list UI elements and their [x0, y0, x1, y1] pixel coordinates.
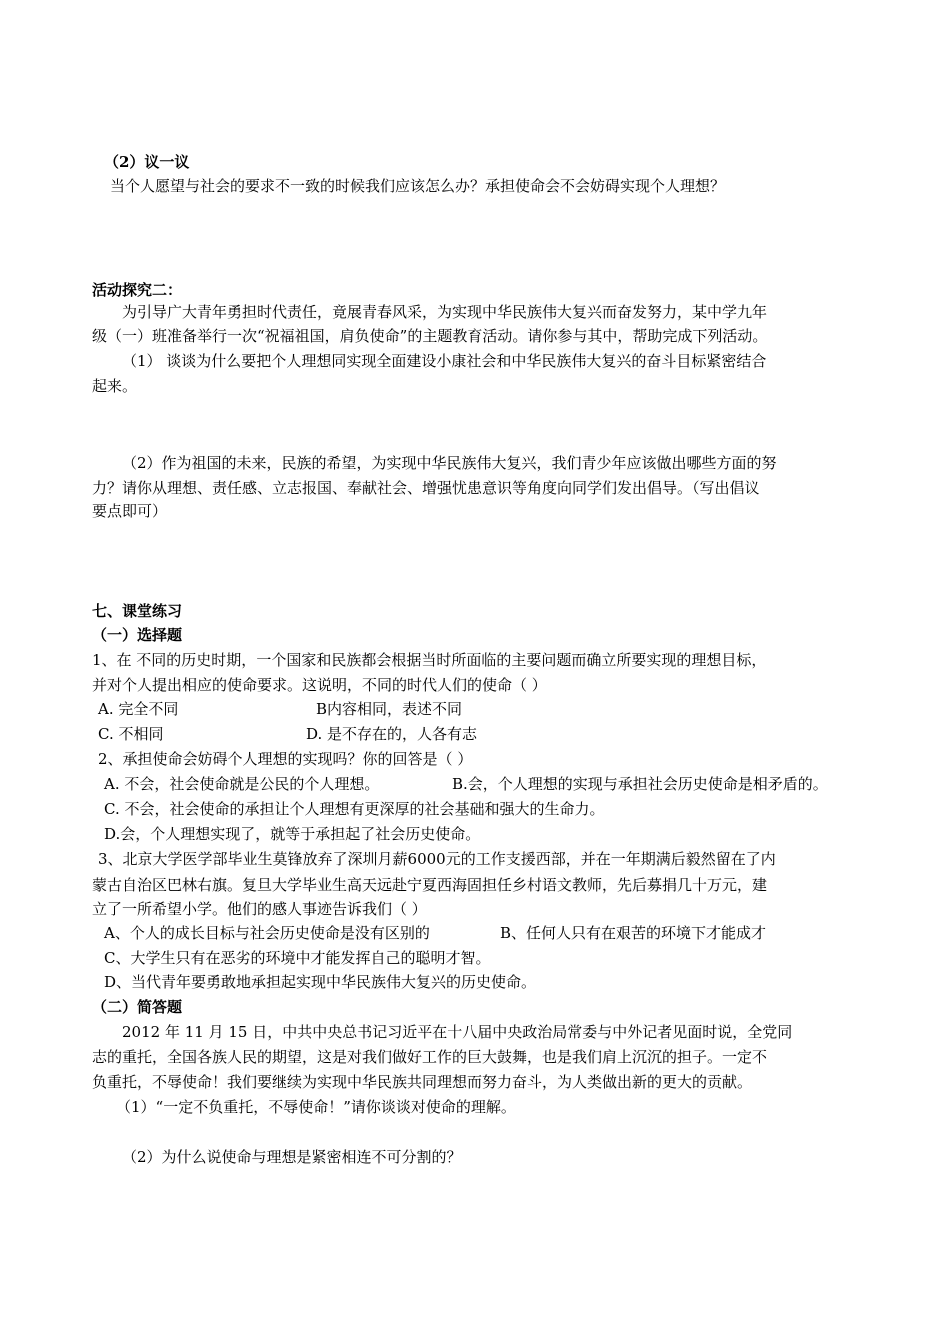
q1-option-b: B内容相同，表述不同	[316, 700, 463, 718]
activity2-heading: 活动探究二：	[92, 281, 183, 299]
q3-stem-line3: 立了一所希望小学。他们的感人事迹告诉我们（ ）	[92, 900, 427, 918]
activity2-q2-line2: 力？请你从理想、责任感、立志报国、奉献社会、增强忧患意识等角度向同学们发出倡导。（写出倡议	[92, 479, 760, 497]
q1-option-a: A. 完全不同	[98, 700, 179, 718]
activity2-q1-line1: （1） 谈谈为什么要把个人理想同实现全面建设小康社会和中华民族伟大复兴的奋斗目标紧密结合	[122, 352, 767, 370]
q1-stem-line2: 并对个人提出相应的使命要求。这说明，不同的时代人们的使命（ ）	[92, 676, 547, 694]
practice-heading: 七、课堂练习	[92, 602, 183, 620]
activity2-intro-line2: 级（一）班准备举行一次“祝福祖国，肩负使命”的主题教育活动。请你参与其中，帮助完成下列活动。	[92, 327, 768, 345]
short-question-1: （1）“一定不负重托，不辱使命！”请你谈谈对使命的理解。	[116, 1098, 516, 1116]
q1-option-c: C. 不相同	[98, 725, 164, 743]
q3-stem-line2: 蒙古自治区巴林右旗。复旦大学毕业生高天远赴宁夏西海固担任乡村语文教师，先后募捐几十万元，建	[92, 876, 768, 894]
q1-option-d: D. 是不存在的，人各有志	[306, 725, 478, 743]
short-passage-line2: 志的重托，全国各族人民的期望，这是对我们做好工作的巨大鼓舞，也是我们肩上沉沉的担子。一定不	[92, 1048, 768, 1066]
q2-option-b: B.会，个人理想的实现与承担社会历史使命是相矛盾的。	[452, 775, 828, 793]
q2-option-a: A. 不会，社会使命就是公民的个人理想。	[104, 775, 380, 793]
activity2-q1-line2: 起来。	[92, 377, 138, 395]
discuss-heading: （2）议一议	[104, 153, 190, 171]
short-answer-heading: （二）简答题	[92, 998, 183, 1016]
q1-stem-line1: 1、在 不同的历史时期，一个国家和民族都会根据当时所面临的主要问题而确立所要实现的理想目标，	[92, 651, 767, 669]
q2-option-c: C. 不会，社会使命的承担让个人理想有更深厚的社会基础和强大的生命力。	[104, 800, 605, 818]
short-passage-line1: 2012 年 11 月 15 日，中共中央总书记习近平在十八届中央政治局常委与中外记者见面时说，全党同	[122, 1023, 793, 1041]
q3-option-c: C、大学生只有在恶劣的环境中才能发挥自己的聪明才智。	[104, 949, 491, 967]
q3-option-b: B、任何人只有在艰苦的环境下才能成才	[500, 924, 767, 942]
activity2-intro-line1: 为引导广大青年勇担时代责任，竟展青春风采，为实现中华民族伟大复兴而奋发努力，某中学九年	[122, 303, 768, 321]
choice-heading: （一）选择题	[92, 626, 183, 644]
short-question-2: （2）为什么说使命与理想是紧密相连不可分割的？	[122, 1148, 462, 1166]
q2-stem: 2、承担使命会妨碍个人理想的实现吗？你的回答是（ ）	[98, 750, 473, 768]
activity2-q2-line3: 要点即可）	[92, 502, 168, 520]
short-passage-line3: 负重托，不辱使命！我们要继续为实现中华民族共同理想而努力奋斗，为人类做出新的更大的贡献。	[92, 1073, 753, 1091]
q3-option-a: A、个人的成长目标与社会历史使命是没有区别的	[104, 924, 430, 942]
q2-option-d: D.会，个人理想实现了，就等于承担起了社会历史使命。	[104, 825, 481, 843]
discuss-question: 当个人愿望与社会的要求不一致的时候我们应该怎么办？承担使命会不会妨碍实现个人理想？	[110, 177, 726, 195]
activity2-q2-line1: （2）作为祖国的未来，民族的希望，为实现中华民族伟大复兴，我们青少年应该做出哪些方面的努	[122, 454, 777, 472]
q3-stem-line1: 3、北京大学医学部毕业生莫锋放弃了深圳月薪6000元的工作支援西部，并在一年期满后毅然留在了内	[98, 850, 776, 868]
q3-option-d: D、当代青年要勇敢地承担起实现中华民族伟大复兴的历史使命。	[104, 973, 537, 991]
